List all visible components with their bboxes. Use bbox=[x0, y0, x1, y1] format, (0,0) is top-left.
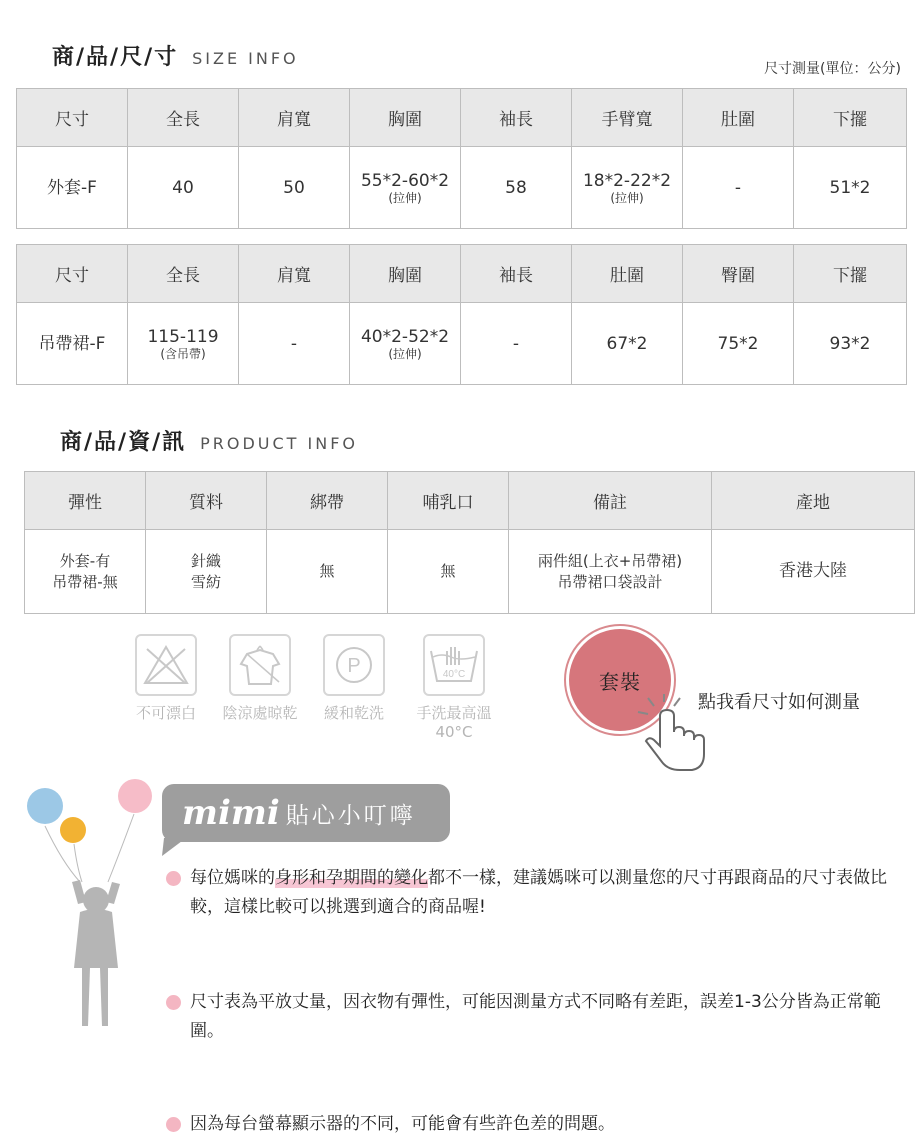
header-cell: 袖長 bbox=[461, 245, 572, 303]
header-cell: 胸圍 bbox=[350, 89, 461, 147]
table-cell bbox=[461, 303, 572, 385]
table-cell bbox=[350, 303, 461, 385]
cell-line: 兩件組(上衣+吊帶裙) bbox=[537, 551, 683, 570]
header-cell: 下擺 bbox=[794, 89, 907, 147]
size-table-jacket bbox=[16, 88, 907, 229]
cell-value: - bbox=[512, 333, 520, 354]
cell-value: 18*2-22*2 bbox=[582, 170, 672, 191]
table-cell bbox=[683, 147, 794, 229]
table-cell bbox=[572, 303, 683, 385]
cell-note: (含吊帶) bbox=[160, 346, 206, 361]
table-cell bbox=[350, 147, 461, 229]
tip-text: 每位媽咪的 bbox=[190, 868, 275, 888]
header-cell: 肚圍 bbox=[683, 89, 794, 147]
tips-badge-script: mimi bbox=[182, 793, 280, 833]
no-bleach-icon bbox=[135, 634, 197, 696]
header-cell: 下擺 bbox=[794, 245, 907, 303]
cell-value: 40*2-52*2 bbox=[360, 326, 450, 347]
set-button-label: 套裝 bbox=[569, 629, 671, 731]
care-label: 手洗最高溫 bbox=[416, 704, 492, 722]
table-row bbox=[17, 147, 907, 229]
table-cell bbox=[128, 147, 239, 229]
table-cell bbox=[794, 303, 907, 385]
header-cell: 肚圍 bbox=[572, 245, 683, 303]
badge-tail bbox=[160, 838, 190, 858]
care-sublabel: 40°C bbox=[435, 723, 473, 741]
cell-value: 55*2-60*2 bbox=[360, 170, 450, 191]
shade-dry-icon bbox=[229, 634, 291, 696]
header-cell: 全長 bbox=[128, 89, 239, 147]
cell-line: 針織 bbox=[190, 551, 221, 570]
cell-value: 40 bbox=[172, 177, 194, 198]
table-cell bbox=[146, 530, 267, 614]
care-label: 緩和乾洗 bbox=[323, 704, 384, 722]
size-table-header-row bbox=[17, 245, 907, 303]
cell-value: 75*2 bbox=[717, 333, 759, 354]
table-cell bbox=[509, 530, 712, 614]
header-cell: 質料 bbox=[146, 472, 267, 530]
header-cell: 綁帶 bbox=[267, 472, 388, 530]
balloon-child-illustration bbox=[22, 772, 162, 1044]
product-info-table bbox=[24, 471, 915, 614]
product-title-en: PRODUCT INFO bbox=[200, 434, 359, 453]
cell-note: (拉伸) bbox=[388, 346, 422, 361]
tip-highlight: 身形和孕期間的變化 bbox=[275, 868, 428, 888]
tip-text: 尺寸表為平放丈量，因衣物有彈性，可能因測量方式不同略有差距，誤差1-3公分皆為正常範圍。 bbox=[190, 992, 881, 1041]
cell-value: 115-119 bbox=[147, 326, 219, 347]
cell-line: 外套-有 bbox=[59, 551, 111, 570]
header-cell: 全長 bbox=[128, 245, 239, 303]
cell-value: - bbox=[734, 177, 742, 198]
care-hand-wash bbox=[404, 634, 504, 741]
care-no-bleach bbox=[126, 634, 206, 723]
tips-badge bbox=[162, 784, 450, 842]
cell-value: 93*2 bbox=[829, 333, 871, 354]
tip-item bbox=[164, 1110, 904, 1139]
header-cell: 尺寸 bbox=[17, 89, 128, 147]
bullet-dot-icon bbox=[166, 1117, 181, 1132]
table-row bbox=[17, 303, 907, 385]
table-cell bbox=[17, 147, 128, 229]
header-cell: 產地 bbox=[712, 472, 915, 530]
size-table-header-row bbox=[17, 89, 907, 147]
cell-value: 67*2 bbox=[606, 333, 648, 354]
size-section-title bbox=[52, 40, 299, 71]
care-label: 不可漂白 bbox=[135, 704, 196, 722]
table-cell bbox=[239, 147, 350, 229]
header-cell: 肩寬 bbox=[239, 89, 350, 147]
table-cell bbox=[712, 530, 915, 614]
care-gentle-dry-clean bbox=[312, 634, 396, 723]
dry-clean-letter: P bbox=[347, 655, 361, 677]
info-table-header-row bbox=[25, 472, 915, 530]
table-cell bbox=[794, 147, 907, 229]
product-title-zh: 商/品/資/訊 bbox=[60, 430, 187, 455]
table-cell bbox=[128, 303, 239, 385]
tip-item bbox=[164, 988, 904, 1046]
cell-line: 吊帶裙口袋設計 bbox=[557, 572, 663, 591]
table-row bbox=[25, 530, 915, 614]
cell-value: 51*2 bbox=[829, 177, 871, 198]
size-title-en: SIZE INFO bbox=[192, 49, 299, 68]
cell-value: 50 bbox=[283, 177, 305, 198]
header-cell: 肩寬 bbox=[239, 245, 350, 303]
cell-line: 無 bbox=[319, 562, 335, 580]
measure-guide-link[interactable]: 點我看尺寸如何測量 bbox=[698, 692, 860, 713]
tip-text: 因為每台螢幕顯示器的不同，可能會有些許色差的問題。 bbox=[190, 1114, 615, 1134]
hand-wash-icon bbox=[423, 634, 485, 696]
unit-note: 尺寸測量(單位：公分) bbox=[764, 61, 901, 77]
care-shade-dry bbox=[214, 634, 306, 723]
header-cell: 胸圍 bbox=[350, 245, 461, 303]
header-cell: 尺寸 bbox=[17, 245, 128, 303]
table-cell bbox=[388, 530, 509, 614]
table-cell bbox=[17, 303, 128, 385]
bullet-dot-icon bbox=[166, 995, 181, 1010]
wash-temp-text: 40°C bbox=[442, 669, 466, 680]
cell-value: 外套-F bbox=[47, 177, 97, 198]
cell-note: (拉伸) bbox=[388, 190, 422, 205]
table-cell bbox=[25, 530, 146, 614]
tip-text: 都不一樣，建議媽咪可以測量您的尺寸再跟商品的尺寸表做比較，這樣比較可以挑選到適合的商品喔! bbox=[190, 868, 887, 917]
care-label: 陰涼處晾乾 bbox=[222, 704, 298, 722]
tip-item bbox=[164, 864, 904, 922]
cell-line: 吊帶裙-無 bbox=[52, 572, 118, 591]
tips-badge-text: 貼心小叮嚀 bbox=[285, 802, 416, 829]
cell-note: (拉伸) bbox=[610, 190, 644, 205]
table-cell bbox=[461, 147, 572, 229]
cell-value: 吊帶裙-F bbox=[38, 333, 106, 354]
product-section-title bbox=[60, 425, 358, 456]
table-cell bbox=[239, 303, 350, 385]
table-cell bbox=[572, 147, 683, 229]
header-cell: 彈性 bbox=[25, 472, 146, 530]
bullet-dot-icon bbox=[166, 871, 181, 886]
size-title-zh: 商/品/尺/寸 bbox=[52, 45, 179, 70]
header-cell: 備註 bbox=[509, 472, 712, 530]
header-cell: 哺乳口 bbox=[388, 472, 509, 530]
cell-value: - bbox=[290, 333, 298, 354]
cell-line: 香港大陸 bbox=[779, 561, 847, 581]
table-cell bbox=[267, 530, 388, 614]
header-cell: 手臂寬 bbox=[572, 89, 683, 147]
size-table-skirt bbox=[16, 244, 907, 385]
header-cell: 袖長 bbox=[461, 89, 572, 147]
table-cell bbox=[683, 303, 794, 385]
cell-line: 雪紡 bbox=[190, 572, 221, 591]
gentle-dry-clean-icon bbox=[323, 634, 385, 696]
header-cell: 臀圍 bbox=[683, 245, 794, 303]
cell-line: 無 bbox=[440, 562, 456, 580]
cell-value: 58 bbox=[505, 177, 527, 198]
